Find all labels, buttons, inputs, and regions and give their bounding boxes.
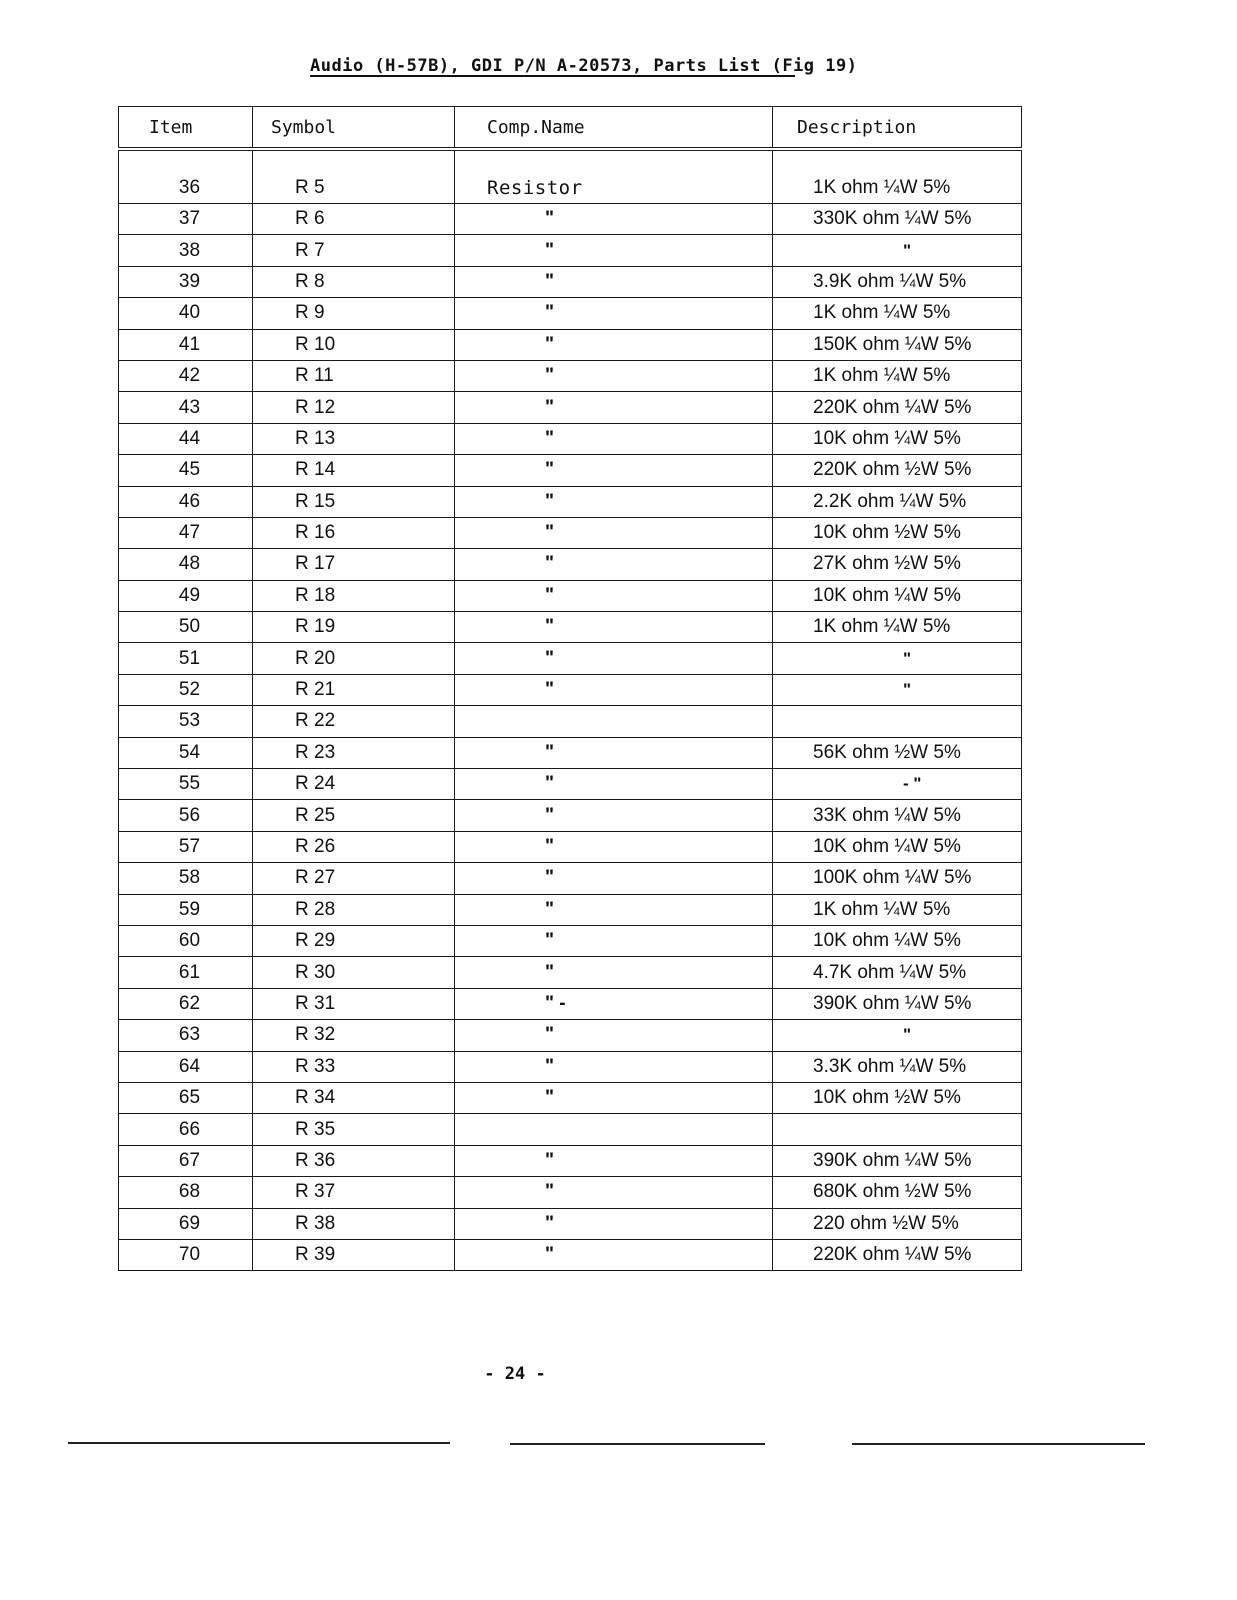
item-cell: 52 [119,674,253,705]
symbol-cell: R 31 [253,988,455,1019]
table-row [119,894,1022,925]
comp-name-cell: " [455,1239,773,1270]
item-cell: 49 [119,580,253,611]
description-cell: 3.9K ohm ¼W 5% [773,266,1022,297]
item-cell: 36 [119,149,253,204]
table-row [119,298,1022,329]
item-cell: 67 [119,1145,253,1176]
page-title: Audio (H-57B), GDI P/N A-20573, Parts List (Fig 19) [310,56,858,76]
comp-name-cell: Resistor [455,149,773,204]
comp-name-cell: " [455,266,773,297]
comp-name-cell: " [455,517,773,548]
description-cell: " [773,674,1022,705]
table-row [119,360,1022,391]
comp-name-cell: " [455,674,773,705]
symbol-cell: R 20 [253,643,455,674]
table-row [119,329,1022,360]
table-row [119,643,1022,674]
table-row [119,580,1022,611]
table-row [119,769,1022,800]
table-body [119,149,1022,1271]
item-cell: 39 [119,266,253,297]
description-cell: 27K ohm ½W 5% [773,549,1022,580]
table-row [119,863,1022,894]
item-cell: 62 [119,988,253,1019]
comp-name-cell: " [455,204,773,235]
item-cell: 51 [119,643,253,674]
description-cell: 150K ohm ¼W 5% [773,329,1022,360]
table-row [119,1020,1022,1051]
table-row [119,1051,1022,1082]
description-cell [773,1114,1022,1145]
item-cell: 70 [119,1239,253,1270]
comp-name-cell: " [455,423,773,454]
table-row [119,392,1022,423]
symbol-cell: R 39 [253,1239,455,1270]
item-cell: 53 [119,706,253,737]
comp-name-cell: " [455,1082,773,1113]
description-cell: 330K ohm ¼W 5% [773,204,1022,235]
item-cell: 59 [119,894,253,925]
symbol-cell: R 27 [253,863,455,894]
description-cell: 10K ohm ¼W 5% [773,423,1022,454]
column-header-symbol: Symbol [253,107,455,150]
symbol-cell: R 13 [253,423,455,454]
symbol-cell: R 28 [253,894,455,925]
item-cell: 40 [119,298,253,329]
symbol-cell: R 26 [253,831,455,862]
table-row [119,486,1022,517]
description-cell: 2.2K ohm ¼W 5% [773,486,1022,517]
comp-name-cell: " - [455,988,773,1019]
item-cell: 43 [119,392,253,423]
description-cell: 390K ohm ¼W 5% [773,988,1022,1019]
item-cell: 54 [119,737,253,768]
comp-name-cell: " [455,737,773,768]
table-row [119,957,1022,988]
comp-name-cell: " [455,360,773,391]
description-cell: 220K ohm ¼W 5% [773,1239,1022,1270]
comp-name-cell: " [455,1177,773,1208]
symbol-cell: R 9 [253,298,455,329]
column-header-description: Description [773,107,1022,150]
comp-name-cell: " [455,800,773,831]
symbol-cell: R 35 [253,1114,455,1145]
table-row [119,1208,1022,1239]
column-header-comp-name: Comp.Name [455,107,773,150]
description-cell: 4.7K ohm ¼W 5% [773,957,1022,988]
item-cell: 60 [119,925,253,956]
comp-name-cell: " [455,1208,773,1239]
table-row [119,988,1022,1019]
description-cell: 10K ohm ¼W 5% [773,831,1022,862]
table-row [119,925,1022,956]
comp-name-cell: " [455,863,773,894]
table-row [119,423,1022,454]
description-cell: 3.3K ohm ¼W 5% [773,1051,1022,1082]
footer-rule-left [68,1442,450,1444]
title-underline [310,75,795,77]
symbol-cell: R 18 [253,580,455,611]
table-row [119,800,1022,831]
description-cell: " [773,643,1022,674]
comp-name-cell: " [455,769,773,800]
symbol-cell: R 10 [253,329,455,360]
symbol-cell: R 7 [253,235,455,266]
comp-name-cell: " [455,455,773,486]
item-cell: 63 [119,1020,253,1051]
description-cell: 220K ohm ½W 5% [773,455,1022,486]
item-cell: 64 [119,1051,253,1082]
table-row [119,1239,1022,1270]
description-cell [773,706,1022,737]
symbol-cell: R 33 [253,1051,455,1082]
table-row [119,549,1022,580]
symbol-cell: R 23 [253,737,455,768]
item-cell: 41 [119,329,253,360]
item-cell: 61 [119,957,253,988]
item-cell: 65 [119,1082,253,1113]
description-cell: 1K ohm ¼W 5% [773,612,1022,643]
table-row [119,149,1022,204]
description-cell: 1K ohm ¼W 5% [773,298,1022,329]
description-cell: 10K ohm ½W 5% [773,1082,1022,1113]
description-cell: 1K ohm ¼W 5% [773,360,1022,391]
symbol-cell: R 15 [253,486,455,517]
comp-name-cell: " [455,612,773,643]
symbol-cell: R 36 [253,1145,455,1176]
description-cell: 1K ohm ¼W 5% [773,894,1022,925]
table-row [119,612,1022,643]
symbol-cell: R 24 [253,769,455,800]
column-header-item: Item [119,107,253,150]
description-cell: 680K ohm ½W 5% [773,1177,1022,1208]
comp-name-cell: " [455,486,773,517]
item-cell: 48 [119,549,253,580]
description-cell: 220 ohm ½W 5% [773,1208,1022,1239]
table-row [119,455,1022,486]
description-cell: 10K ohm ¼W 5% [773,925,1022,956]
comp-name-cell: " [455,1020,773,1051]
table-header [119,107,1022,150]
table-row [119,1145,1022,1176]
table-row [119,831,1022,862]
symbol-cell: R 38 [253,1208,455,1239]
header-row [119,107,1022,150]
symbol-cell: R 17 [253,549,455,580]
description-cell: 56K ohm ½W 5% [773,737,1022,768]
description-cell: - " [773,769,1022,800]
item-cell: 42 [119,360,253,391]
item-cell: 57 [119,831,253,862]
comp-name-cell: " [455,580,773,611]
symbol-cell: R 19 [253,612,455,643]
comp-name-cell: " [455,957,773,988]
symbol-cell: R 12 [253,392,455,423]
table-row [119,266,1022,297]
symbol-cell: R 5 [253,149,455,204]
symbol-cell: R 34 [253,1082,455,1113]
table-row [119,1082,1022,1113]
symbol-cell: R 32 [253,1020,455,1051]
item-cell: 47 [119,517,253,548]
footer-rule-right [852,1443,1145,1445]
description-cell: 10K ohm ¼W 5% [773,580,1022,611]
comp-name-cell [455,706,773,737]
comp-name-cell: " [455,392,773,423]
comp-name-cell: " [455,925,773,956]
item-cell: 38 [119,235,253,266]
page-number: - 24 - [484,1364,546,1384]
table-row [119,235,1022,266]
symbol-cell: R 37 [253,1177,455,1208]
comp-name-cell: " [455,329,773,360]
item-cell: 44 [119,423,253,454]
symbol-cell: R 22 [253,706,455,737]
description-cell: 1K ohm ¼W 5% [773,149,1022,204]
item-cell: 69 [119,1208,253,1239]
comp-name-cell: " [455,1051,773,1082]
parts-list-table [118,106,1022,1271]
item-cell: 55 [119,769,253,800]
table-row [119,1177,1022,1208]
table-row [119,204,1022,235]
description-cell: 220K ohm ¼W 5% [773,392,1022,423]
symbol-cell: R 14 [253,455,455,486]
symbol-cell: R 11 [253,360,455,391]
comp-name-cell: " [455,298,773,329]
table-row [119,674,1022,705]
item-cell: 45 [119,455,253,486]
comp-name-cell: " [455,894,773,925]
item-cell: 66 [119,1114,253,1145]
table-row [119,737,1022,768]
table-row [119,706,1022,737]
description-cell: " [773,235,1022,266]
symbol-cell: R 25 [253,800,455,831]
table-row [119,517,1022,548]
description-cell: 390K ohm ¼W 5% [773,1145,1022,1176]
symbol-cell: R 16 [253,517,455,548]
description-cell: " [773,1020,1022,1051]
item-cell: 58 [119,863,253,894]
footer-rule-center [510,1443,765,1445]
item-cell: 37 [119,204,253,235]
description-cell: 100K ohm ¼W 5% [773,863,1022,894]
symbol-cell: R 8 [253,266,455,297]
table-row [119,1114,1022,1145]
description-cell: 33K ohm ¼W 5% [773,800,1022,831]
item-cell: 46 [119,486,253,517]
comp-name-cell: " [455,643,773,674]
comp-name-cell: " [455,235,773,266]
comp-name-cell: " [455,549,773,580]
symbol-cell: R 6 [253,204,455,235]
symbol-cell: R 21 [253,674,455,705]
symbol-cell: R 29 [253,925,455,956]
item-cell: 50 [119,612,253,643]
item-cell: 56 [119,800,253,831]
comp-name-cell: " [455,1145,773,1176]
symbol-cell: R 30 [253,957,455,988]
item-cell: 68 [119,1177,253,1208]
description-cell: 10K ohm ½W 5% [773,517,1022,548]
comp-name-cell: " [455,831,773,862]
comp-name-cell [455,1114,773,1145]
